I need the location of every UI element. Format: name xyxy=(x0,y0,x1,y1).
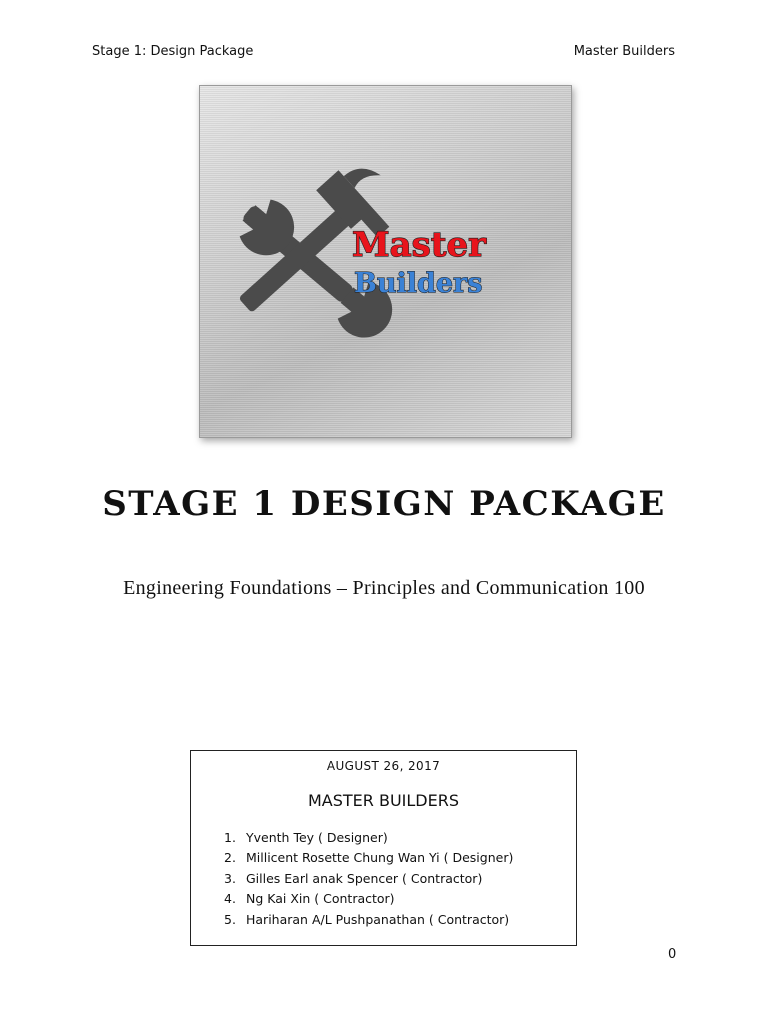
page-subtitle: Engineering Foundations – Principles and Communication 100 xyxy=(123,577,645,599)
header-left-text: Stage 1: Design Package xyxy=(92,44,254,59)
member-name: Millicent Rosette Chung Wan Yi ( Designer) xyxy=(246,850,514,866)
master-builders-logo xyxy=(200,86,571,437)
member-name: Ng Kai Xin ( Contractor) xyxy=(246,891,395,907)
logo-word-builders: Builders xyxy=(354,268,483,299)
team-info-box xyxy=(190,750,577,946)
list-number: 3. xyxy=(224,870,236,886)
member-list xyxy=(224,828,513,930)
list-number: 4. xyxy=(224,891,236,907)
list-item xyxy=(224,869,513,889)
logo-panel xyxy=(199,85,572,438)
list-item xyxy=(224,828,513,848)
header-right-text: Master Builders xyxy=(573,44,675,59)
list-item xyxy=(224,910,513,930)
list-item xyxy=(224,889,513,909)
team-name: MASTER BUILDERS xyxy=(307,791,459,810)
list-item xyxy=(224,848,513,868)
list-number: 2. xyxy=(224,850,236,866)
logo-word-master: Master xyxy=(352,225,487,265)
page-number: 0 xyxy=(668,947,677,962)
date-text: AUGUST 26, 2017 xyxy=(326,759,441,773)
member-name: Yventh Tey ( Designer) xyxy=(246,830,388,845)
member-name: Hariharan A/L Pushpanathan ( Contractor) xyxy=(246,911,510,927)
list-number: 5. xyxy=(224,911,236,927)
member-name: Gilles Earl anak Spencer ( Contractor) xyxy=(246,870,483,886)
list-number: 1. xyxy=(224,830,236,845)
page-title: STAGE 1 DESIGN PACKAGE xyxy=(102,484,666,524)
